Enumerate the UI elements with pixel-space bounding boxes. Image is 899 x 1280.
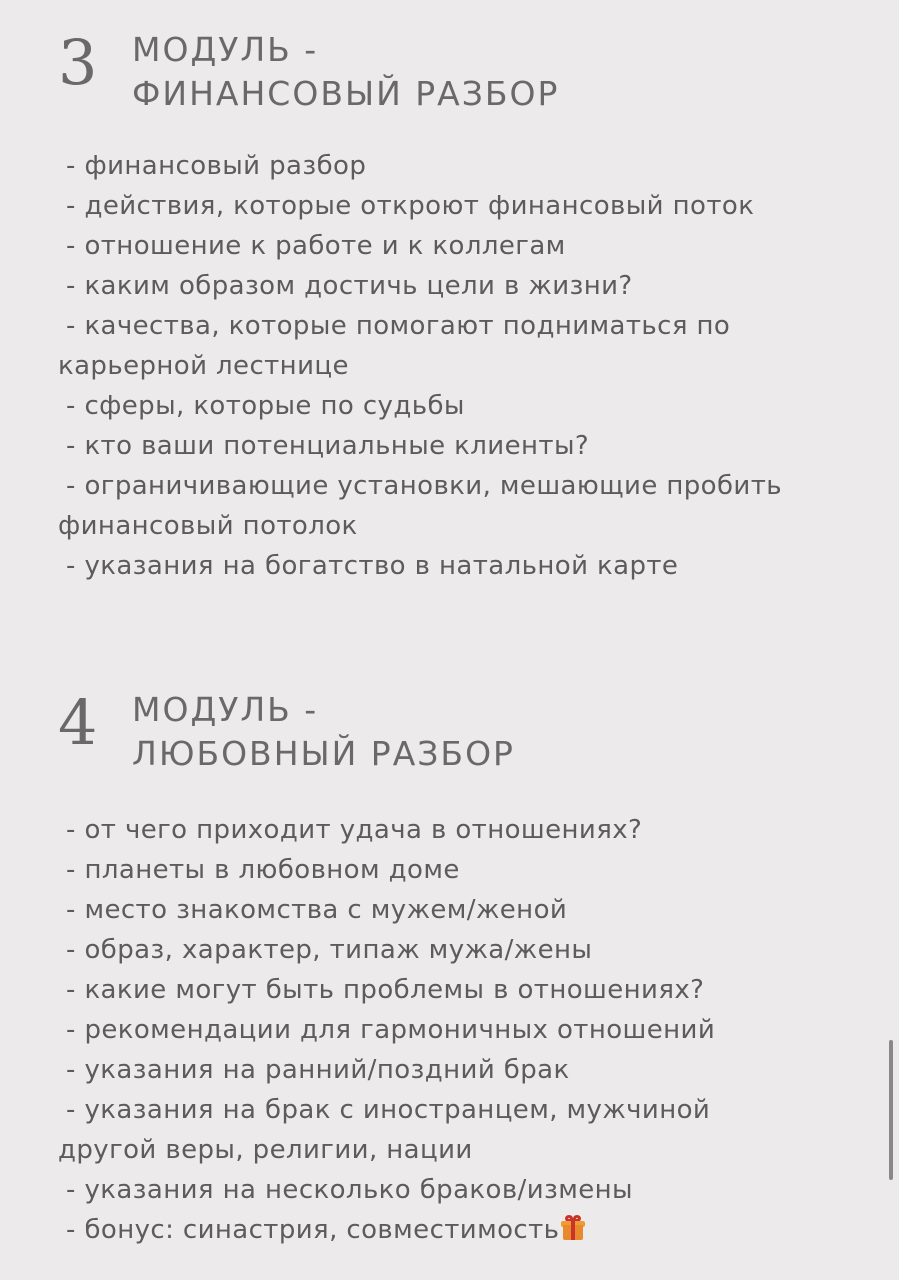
list-item: - сферы, которые по судьбы bbox=[66, 391, 465, 421]
list-item: - место знакомства с мужем/женой bbox=[66, 895, 568, 925]
module-number: 3 bbox=[58, 26, 98, 99]
list-item-continuation: финансовый потолок bbox=[58, 511, 358, 541]
list-item: - образ, характер, типаж мужа/жены bbox=[66, 935, 593, 965]
list-item: - финансовый разбор bbox=[66, 151, 367, 181]
gift-icon bbox=[561, 1215, 585, 1241]
module-title-line-1: МОДУЛЬ - bbox=[132, 690, 319, 729]
scrollbar[interactable] bbox=[889, 1040, 893, 1180]
list-item-continuation: карьерной лестнице bbox=[58, 351, 349, 381]
list-item: - действия, которые откроют финансовый поток bbox=[66, 191, 755, 221]
list-item-text: - бонус: синастрия, совместимость bbox=[66, 1215, 560, 1245]
module-title-line-2: ЛЮБОВНЫЙ РАЗБОР bbox=[132, 734, 515, 773]
list-item: - отношение к работе и к коллегам bbox=[66, 231, 566, 261]
module-3 bbox=[58, 28, 858, 586]
list-item: - планеты в любовном доме bbox=[66, 855, 460, 885]
list-item: - какие могут быть проблемы в отношениях? bbox=[66, 975, 705, 1005]
module-header bbox=[58, 28, 858, 118]
list-item: - от чего приходит удача в отношениях? bbox=[66, 815, 643, 845]
list-item: - указания на богатство в натальной карте bbox=[66, 551, 679, 581]
module-title-line-2: ФИНАНСОВЫЙ РАЗБОР bbox=[132, 74, 560, 113]
list-item: - указания на несколько браков/измены bbox=[66, 1175, 633, 1205]
module-header bbox=[58, 688, 858, 778]
list-item: - качества, которые помогают подниматься по bbox=[66, 311, 731, 341]
module-item-list bbox=[58, 810, 858, 1250]
list-item-continuation: другой веры, религии, нации bbox=[58, 1135, 473, 1165]
module-title bbox=[132, 28, 559, 116]
list-item: - указания на брак с иностранцем, мужчиной bbox=[66, 1095, 711, 1125]
list-item: - рекомендации для гармоничных отношений bbox=[66, 1015, 716, 1045]
module-item-list bbox=[58, 146, 858, 586]
list-item: - указания на ранний/поздний брак bbox=[66, 1055, 570, 1085]
list-item: - каким образом достичь цели в жизни? bbox=[66, 271, 633, 301]
module-4 bbox=[58, 688, 858, 1250]
module-number: 4 bbox=[58, 686, 98, 759]
module-title bbox=[132, 688, 515, 776]
list-item: - кто ваши потенциальные клиенты? bbox=[66, 431, 590, 461]
list-item: - ограничивающие установки, мешающие пробить bbox=[66, 471, 782, 501]
module-title-line-1: МОДУЛЬ - bbox=[132, 30, 319, 69]
list-item-bonus bbox=[58, 1210, 858, 1250]
